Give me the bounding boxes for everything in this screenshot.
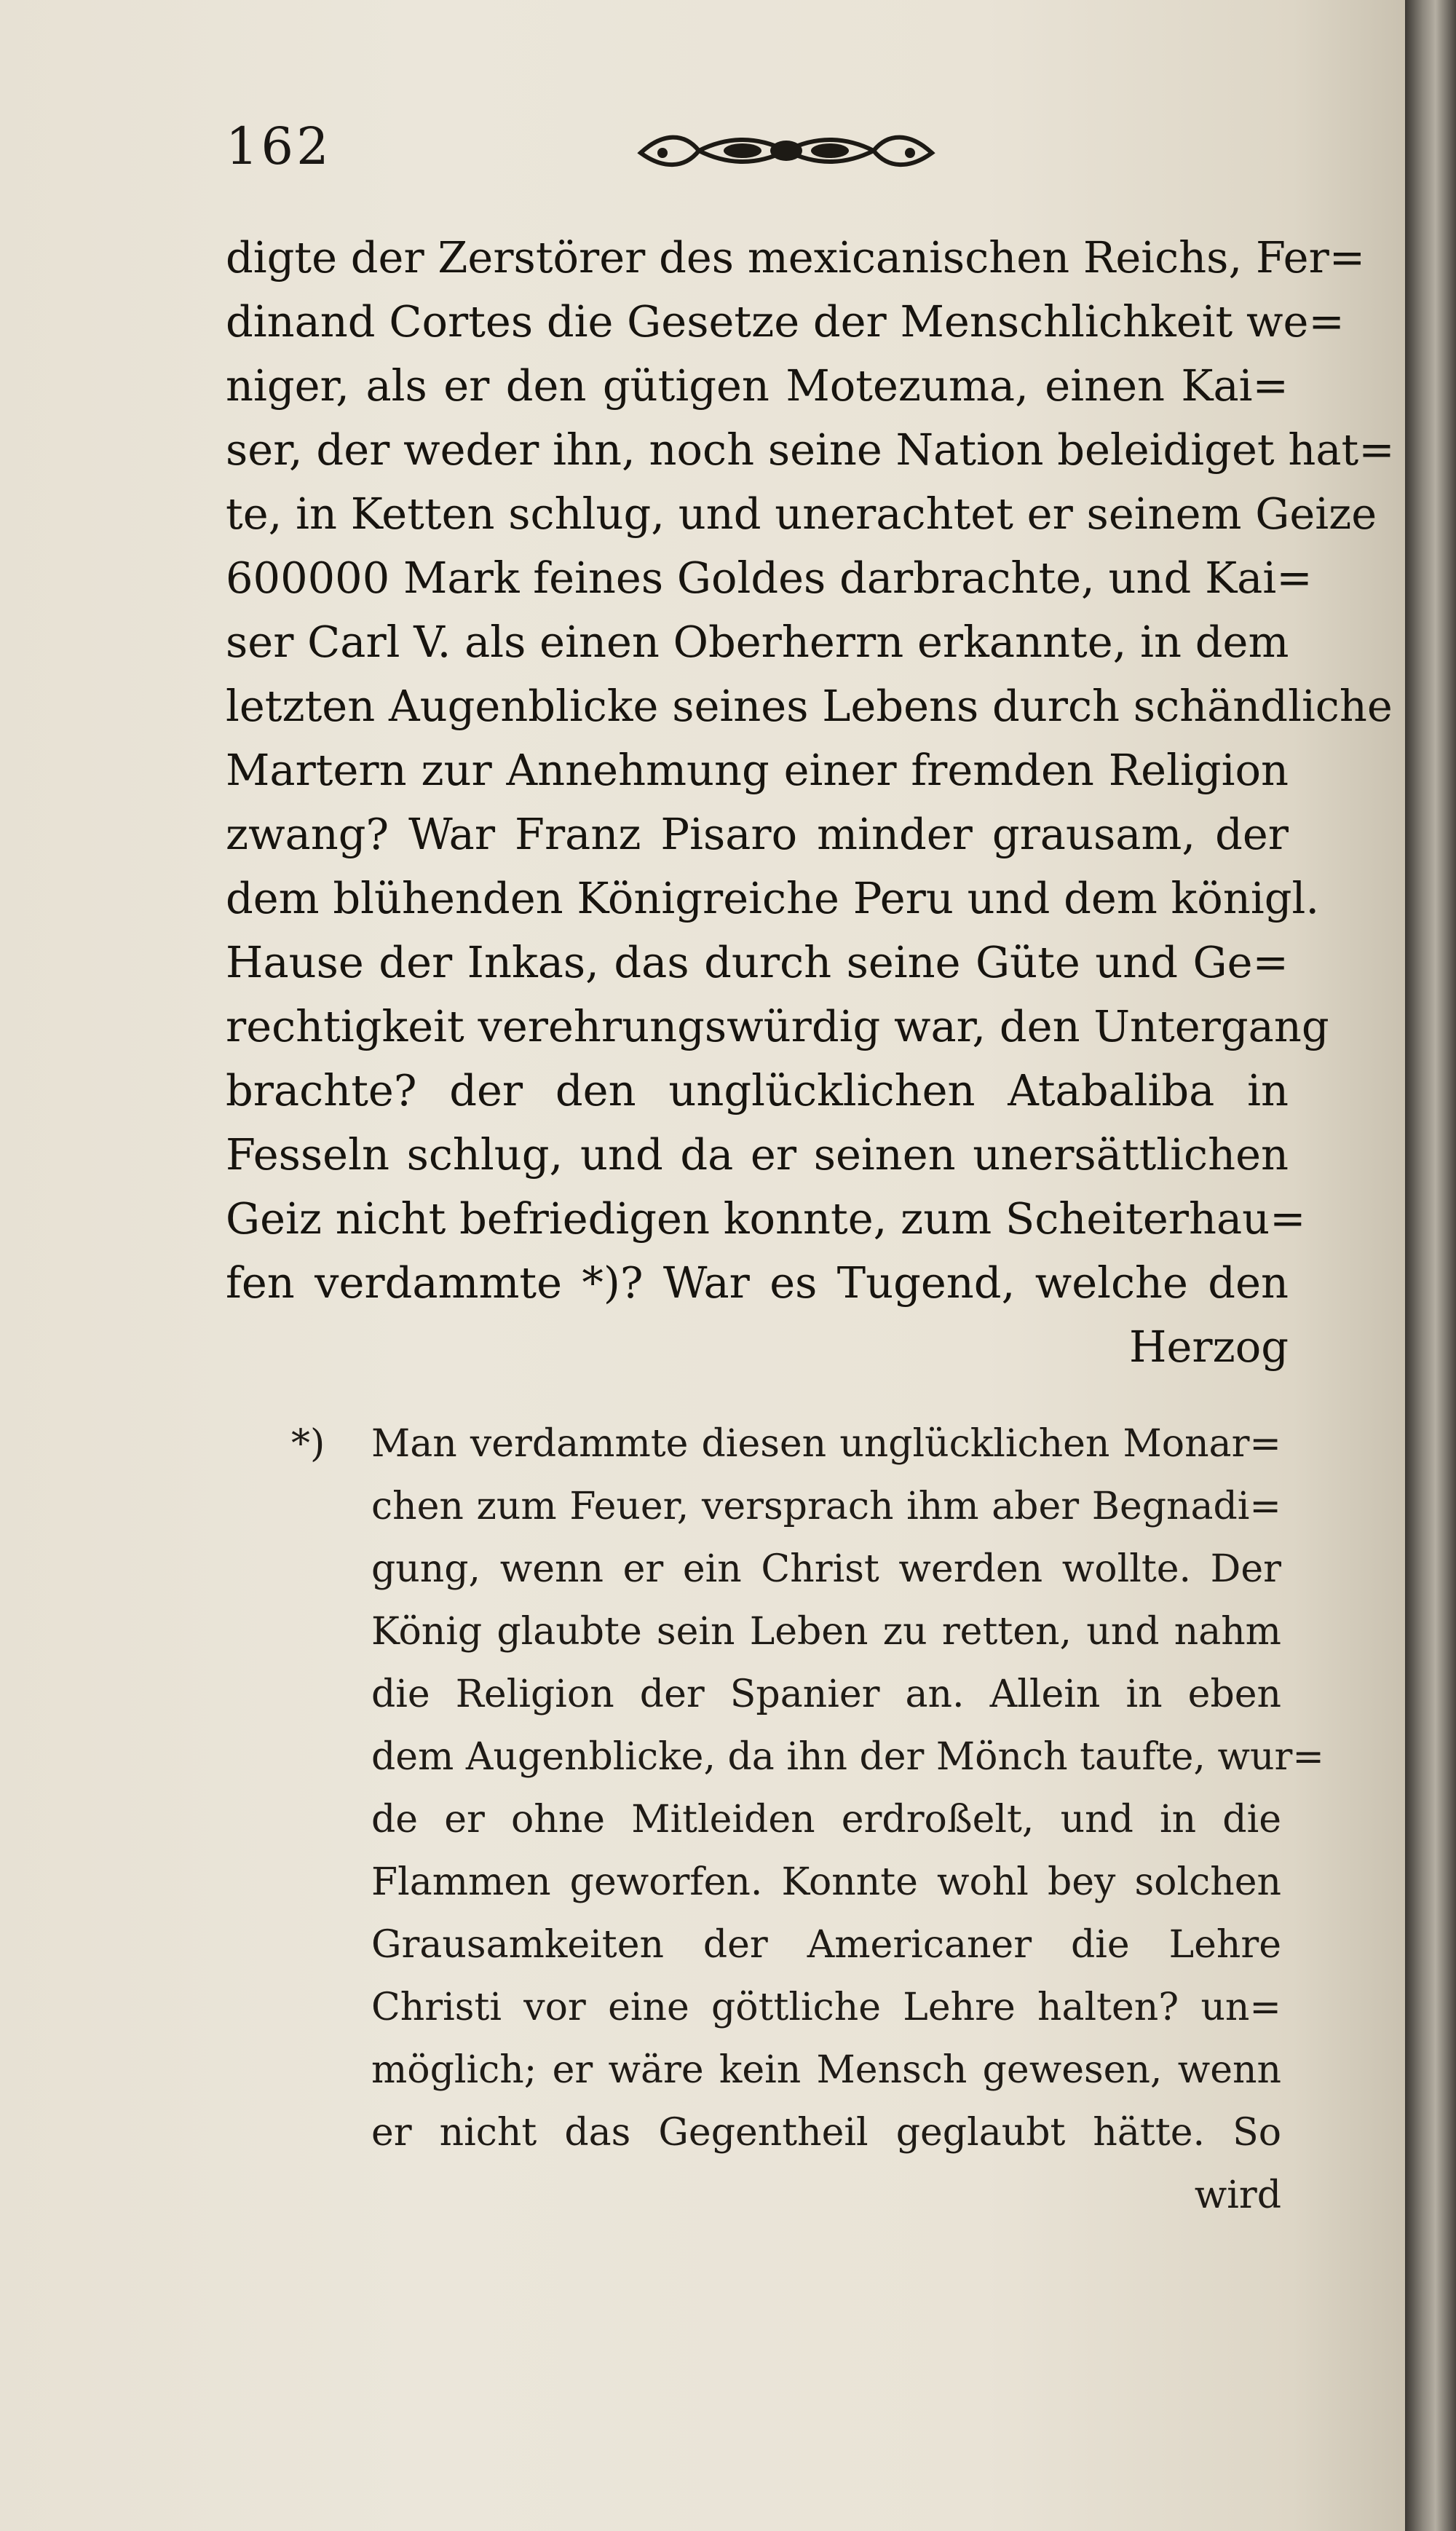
footnote-line: König glaubte sein Leben zu retten, und nahm: [371, 1610, 1281, 1654]
main-text-block: [226, 226, 1395, 1379]
main-text-line: rechtigkeit verehrungswürdig war, den Untergang: [226, 1001, 1329, 1051]
main-text-line: letzten Augenblicke seines Lebens durch schändliche: [226, 681, 1393, 731]
main-text-line: dinand Cortes die Gesetze der Menschlichkeit we=: [226, 296, 1345, 347]
main-text-line: digte der Zerstörer des mexicanischen Reichs, Fer=: [226, 232, 1366, 283]
footnote-marker: *): [291, 1422, 325, 1466]
footnote-line: die Religion der Spanier an. Allein in eben: [371, 1673, 1281, 1716]
footnote-line: möglich; er wäre kein Mensch gewesen, wenn: [371, 2048, 1281, 2092]
footnote-catchword: wird: [1194, 2173, 1281, 2217]
footnote-body: [371, 1413, 1324, 2227]
footnote-line: dem Augenblicke, da ihn der Mönch taufte, wur=: [371, 1735, 1324, 1779]
main-text-line: brachte? der den unglücklichen Atabaliba in: [226, 1065, 1289, 1116]
main-text-line: niger, als er den gütigen Motezuma, einen Kai=: [226, 360, 1289, 411]
main-text-line: te, in Ketten schlug, und unerachtet er seinem Geize: [226, 489, 1377, 539]
main-text-line: Martern zur Annehmung einer fremden Religion: [226, 745, 1289, 795]
footnote-line: Grausamkeiten der Americaner die Lehre: [371, 1923, 1281, 1967]
footnote-line: chen zum Feuer, versprach ihm aber Begnadi=: [371, 1485, 1281, 1528]
footnote-line: Christi vor eine göttliche Lehre halten? un=: [371, 1986, 1281, 2029]
footnote-line: Man verdammte diesen unglücklichen Monar=: [371, 1422, 1281, 1466]
page-number: 162: [226, 117, 332, 176]
main-text-line: 600000 Mark feines Goldes darbrachte, und Kai=: [226, 553, 1313, 603]
main-text-line: zwang? War Franz Pisaro minder grausam, der: [226, 809, 1289, 859]
footnote-line: gung, wenn er ein Christ werden wollte. Der: [371, 1547, 1281, 1591]
footnote-line: de er ohne Mitleiden erdroßelt, und in die: [371, 1798, 1281, 1841]
page-header: [226, 117, 1281, 197]
main-text-line: ser Carl V. als einen Oberherrn erkannte, in dem: [226, 617, 1289, 667]
main-text-line: ser, der weder ihn, noch seine Nation beleidiget hat=: [226, 425, 1395, 475]
footnote-line: er nicht das Gegentheil geglaubt hätte. So: [371, 2111, 1281, 2155]
main-text-line: Hause der Inkas, das durch seine Güte und Ge=: [226, 937, 1289, 987]
main-text-line: dem blühenden Königreiche Peru und dem königl.: [226, 873, 1320, 923]
main-text-line: Geiz nicht befriedigen konnte, zum Scheiterhau=: [226, 1193, 1306, 1244]
ornament-icon: [633, 125, 939, 176]
main-text-line: fen verdammte *)? War es Tugend, welche den: [226, 1257, 1289, 1308]
footnote-line: Flammen geworfen. Konnte wohl bey solchen: [371, 1860, 1281, 1904]
main-text-line: Fesseln schlug, und da er seinen unersättlichen: [226, 1129, 1289, 1180]
page-edge: [1405, 0, 1456, 2531]
catchword: Herzog: [1129, 1322, 1289, 1372]
